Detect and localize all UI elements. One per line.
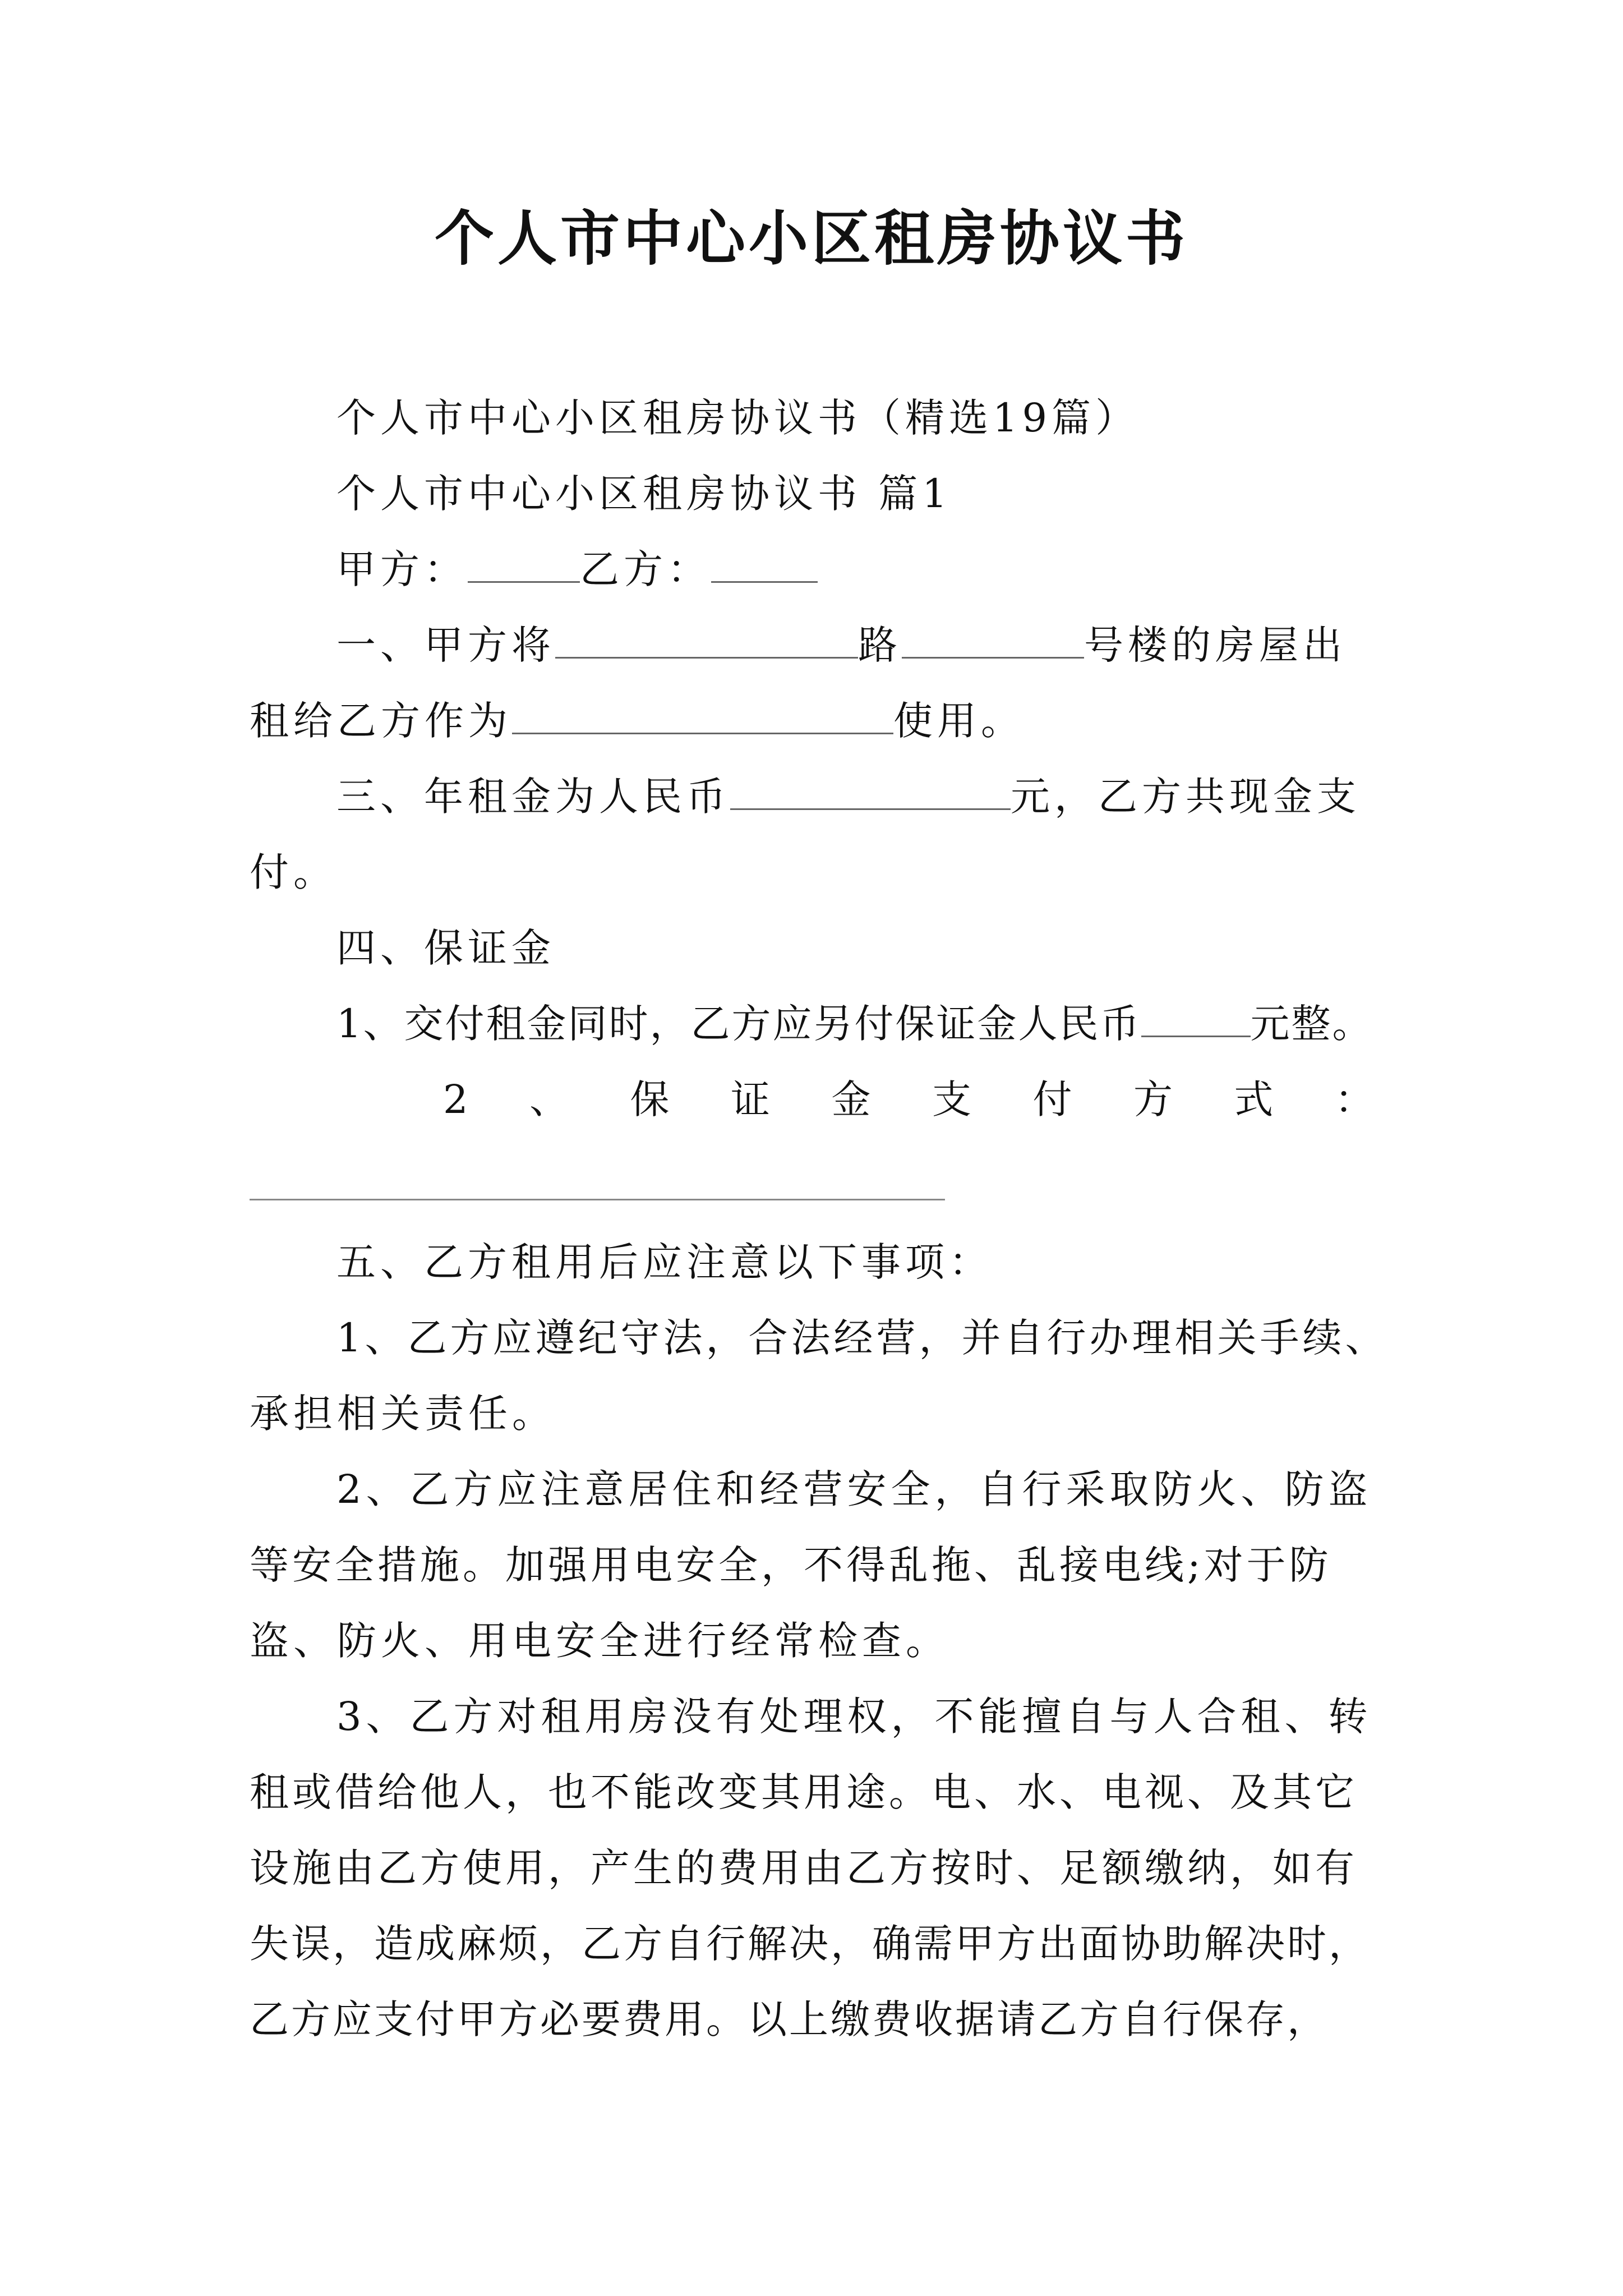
clause-5-item-3-line-5 xyxy=(250,1991,1329,2047)
deposit-blank xyxy=(1141,1001,1251,1037)
payment-method-char: ： xyxy=(1334,1076,1374,1122)
rent-blank xyxy=(730,774,1011,810)
clause-3-text-c: 付。 xyxy=(250,849,337,895)
paragraph-text: 3、乙方对租用房没有处理权，不能擅自与人合租、转 xyxy=(336,1694,1372,1740)
payment-method-blank xyxy=(250,1199,945,1200)
clause-5-item-3-line-1 xyxy=(336,1688,1372,1745)
clause-1-text-e: 使用。 xyxy=(893,698,1025,744)
deposit-text-b: 元整。 xyxy=(1250,1001,1373,1047)
clause-3-line-1 xyxy=(336,769,1361,825)
parties-line xyxy=(336,541,818,597)
section-heading-text: 个人市中心小区租房协议书 篇1 xyxy=(336,471,952,517)
party-a-label: 甲方： xyxy=(336,546,468,592)
paragraph-text: 租或借给他人，也不能改变其用途。电、水、电视、及其它 xyxy=(250,1769,1358,1815)
clause-1-line-1 xyxy=(336,617,1347,673)
clause-5-item-1-line-2 xyxy=(250,1386,556,1442)
clause-5-heading xyxy=(336,1234,993,1290)
paragraph-text: 2、乙方应注意居住和经营安全，自行采取防火、防盗 xyxy=(336,1466,1372,1512)
party-b-blank xyxy=(711,546,818,583)
deposit-text-a: 1、交付租金同时，乙方应另付保证金人民币 xyxy=(336,1001,1141,1047)
clause-1-text-a: 一、甲方将 xyxy=(336,622,555,668)
paragraph-text: 乙方应支付甲方必要费用。以上缴费收据请乙方自行保存， xyxy=(250,1996,1329,2042)
clause-1-text-c: 号楼的房屋出 xyxy=(1084,622,1347,668)
clause-4-item-2 xyxy=(443,1071,1374,1128)
payment-method-char: 保 xyxy=(630,1076,670,1122)
road-blank xyxy=(555,622,858,659)
clause-4-item-1 xyxy=(336,996,1373,1052)
clause-5-item-2-line-1 xyxy=(336,1461,1372,1517)
payment-method-char: 2 xyxy=(443,1076,468,1122)
paragraph-text: 失误，造成麻烦，乙方自行解决，确需甲方出面协助解决时， xyxy=(250,1921,1370,1967)
payment-method-char: 、 xyxy=(529,1076,569,1122)
clause-4-heading-text: 四、保证金 xyxy=(336,925,555,971)
payment-method-char: 金 xyxy=(831,1076,871,1122)
clause-4-heading xyxy=(336,920,555,976)
payment-method-char: 付 xyxy=(1032,1076,1072,1122)
clause-3-text-a: 三、年租金为人民币 xyxy=(336,774,730,820)
clause-1-line-2 xyxy=(250,693,1025,749)
clause-5-heading-text: 五、乙方租用后应注意以下事项： xyxy=(336,1239,993,1285)
usage-blank xyxy=(512,698,893,734)
clause-5-item-2-line-3 xyxy=(250,1613,949,1669)
clause-5-item-3-line-2 xyxy=(250,1764,1358,1820)
paragraph-text: 盗、防火、用电安全进行经常检查。 xyxy=(250,1618,949,1664)
section-heading xyxy=(336,466,952,522)
clause-1-text-d: 租给乙方作为 xyxy=(250,698,512,744)
clause-3-text-b: 元，乙方共现金支 xyxy=(1011,774,1361,820)
building-blank xyxy=(902,622,1084,659)
clause-1-text-b: 路 xyxy=(858,622,902,668)
document-title: 个人市中心小区租房协议书 xyxy=(435,203,1188,273)
clause-3-line-2 xyxy=(250,844,337,900)
payment-method-char: 式 xyxy=(1234,1076,1274,1122)
paragraph-text: 承担相关责任。 xyxy=(250,1391,556,1437)
subtitle-text: 个人市中心小区租房协议书（精选19篇） xyxy=(336,395,1140,441)
clause-5-item-3-line-3 xyxy=(250,1840,1358,1896)
clause-5-item-1-line-1 xyxy=(336,1310,1388,1366)
party-b-label: 乙方： xyxy=(580,546,711,592)
clause-5-item-2-line-2 xyxy=(250,1537,1332,1593)
paragraph-text: 1、乙方应遵纪守法，合法经营，并自行办理相关手续、 xyxy=(336,1315,1388,1361)
subtitle-line xyxy=(336,390,1139,446)
paragraph-text: 等安全措施。加强用电安全，不得乱拖、乱接电线;对于防 xyxy=(250,1542,1332,1588)
payment-method-char: 支 xyxy=(932,1076,971,1122)
clause-5-item-3-line-4 xyxy=(250,1916,1370,1972)
paragraph-text: 设施由乙方使用，产生的费用由乙方按时、足额缴纳，如有 xyxy=(250,1845,1358,1891)
party-a-blank xyxy=(468,546,580,583)
payment-method-char: 证 xyxy=(731,1076,770,1122)
payment-method-char: 方 xyxy=(1133,1076,1173,1122)
